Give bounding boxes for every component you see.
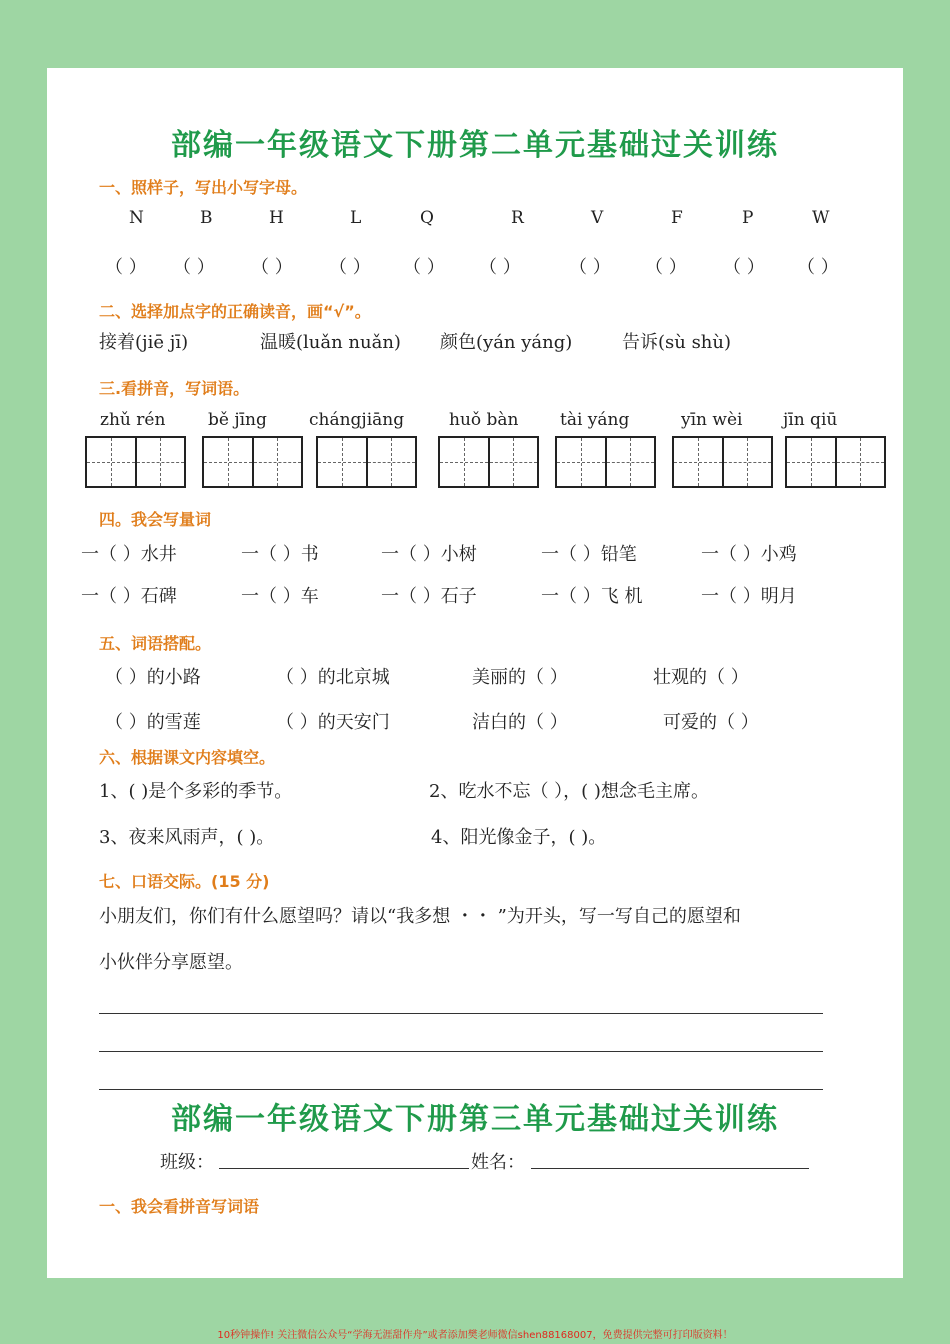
section-6-heading: 六、根据课文内容填空。 [99, 748, 276, 767]
match-item[interactable]: 洁白的（ ） [472, 712, 568, 733]
match-item[interactable]: （ ）的小路 [105, 667, 201, 688]
section-7-heading: 七、口语交际。(15 分) [99, 872, 270, 891]
measure-item[interactable]: 一（ ）小鸡 [701, 544, 797, 565]
measure-item[interactable]: 一（ ）明月 [701, 586, 797, 607]
letter-item: F [671, 208, 683, 228]
letter-item: H [269, 208, 284, 228]
pinyin-word: tài yáng [560, 410, 630, 430]
letter-item: B [200, 208, 213, 228]
oral-prompt-line: 小朋友们，你们有什么愿望吗？请以“我多想 ・・ ”为开头，写一写自己的愿望和 [99, 906, 741, 927]
class-field[interactable] [219, 1168, 469, 1169]
answer-blank[interactable]: （ ） [251, 257, 293, 278]
writing-line[interactable] [99, 1051, 823, 1052]
writing-grid[interactable] [555, 436, 656, 488]
measure-item[interactable]: 一（ ）水井 [81, 544, 177, 565]
writing-grid[interactable] [316, 436, 417, 488]
class-label: 班级： [160, 1152, 214, 1173]
worksheet-paper [47, 68, 903, 1278]
oral-prompt-line: 小伙伴分享愿望。 [99, 952, 243, 973]
worksheet-title-unit2: 部编一年级语文下册第二单元基础过关训练 [171, 128, 779, 163]
match-item[interactable]: （ ）的天安门 [276, 712, 390, 733]
letter-item: N [129, 208, 144, 228]
letter-item: L [350, 208, 362, 228]
match-item[interactable]: 壮观的（ ） [653, 667, 749, 688]
section-2-heading: 二、选择加点字的正确读音，画“√”。 [99, 302, 371, 321]
measure-item[interactable]: 一（ ）石子 [381, 586, 477, 607]
pinyin-word: huǒ bàn [449, 410, 519, 430]
match-item[interactable]: （ ）的北京城 [276, 667, 390, 688]
fill-question-2[interactable]: 2、吃水不忘（ ），( )想念毛主席。 [429, 781, 709, 802]
answer-blank[interactable]: （ ） [173, 257, 215, 278]
measure-item[interactable]: 一（ ）车 [241, 586, 319, 607]
answer-blank[interactable]: （ ） [797, 257, 839, 278]
worksheet-title-unit3: 部编一年级语文下册第三单元基础过关训练 [171, 1102, 779, 1137]
fill-question-4[interactable]: 4、阳光像金子，( )。 [431, 827, 607, 848]
answer-blank[interactable]: （ ） [569, 257, 611, 278]
match-item[interactable]: 可爱的（ ） [663, 712, 759, 733]
fill-question-1[interactable]: 1、( )是个多彩的季节。 [99, 781, 293, 802]
match-item[interactable]: 美丽的（ ） [472, 667, 568, 688]
letter-item: P [742, 208, 754, 228]
match-item[interactable]: （ ）的雪莲 [105, 712, 201, 733]
measure-item[interactable]: 一（ ）飞 机 [541, 586, 643, 607]
name-label: 姓名： [471, 1152, 525, 1173]
reading-choice[interactable]: 颜色(yán yáng) [440, 332, 573, 353]
reading-choice[interactable]: 告诉(sù shù) [622, 332, 732, 353]
writing-line[interactable] [99, 1089, 823, 1090]
letter-item: Q [420, 208, 434, 228]
answer-blank[interactable]: （ ） [479, 257, 521, 278]
section-5-heading: 五、词语搭配。 [99, 634, 212, 653]
measure-item[interactable]: 一（ ）石碑 [81, 586, 177, 607]
pinyin-word: yīn wèi [681, 410, 743, 430]
reading-choice[interactable]: 接着(jiē jī) [99, 332, 189, 353]
answer-blank[interactable]: （ ） [723, 257, 765, 278]
section-1-heading: 一、照样子，写出小写字母。 [99, 178, 308, 197]
letter-item: V [591, 208, 604, 228]
pinyin-word: chángjiāng [309, 410, 405, 430]
letter-item: W [812, 208, 830, 228]
measure-item[interactable]: 一（ ）书 [241, 544, 319, 565]
answer-blank[interactable]: （ ） [329, 257, 371, 278]
writing-grid[interactable] [202, 436, 303, 488]
writing-grid[interactable] [672, 436, 773, 488]
writing-grid[interactable] [438, 436, 539, 488]
writing-line[interactable] [99, 1013, 823, 1014]
reading-choice[interactable]: 温暖(luǎn nuǎn) [260, 332, 401, 353]
pinyin-word: bě jīng [208, 410, 267, 430]
name-field[interactable] [531, 1168, 809, 1169]
letter-item: R [511, 208, 524, 228]
measure-item[interactable]: 一（ ）铅笔 [541, 544, 637, 565]
section-3-heading: 三.看拼音，写词语。 [99, 379, 250, 398]
section-1-heading-unit3: 一、我会看拼音写词语 [99, 1197, 260, 1216]
writing-grid[interactable] [85, 436, 186, 488]
answer-blank[interactable]: （ ） [105, 257, 147, 278]
measure-item[interactable]: 一（ ）小树 [381, 544, 477, 565]
section-4-heading: 四。我会写量词 [99, 510, 212, 529]
pinyin-word: zhǔ rén [100, 410, 166, 430]
fill-question-3[interactable]: 3、夜来风雨声，( )。 [99, 827, 275, 848]
writing-grid[interactable] [785, 436, 886, 488]
answer-blank[interactable]: （ ） [403, 257, 445, 278]
answer-blank[interactable]: （ ） [645, 257, 687, 278]
pinyin-word: jīn qiū [783, 410, 838, 430]
footer-notice: 10秒钟操作! 关注微信公众号“学海无涯甜作舟”或者添加樊老师微信shen88168007，免费提供完整可打印版资料！ [217, 1330, 733, 1341]
